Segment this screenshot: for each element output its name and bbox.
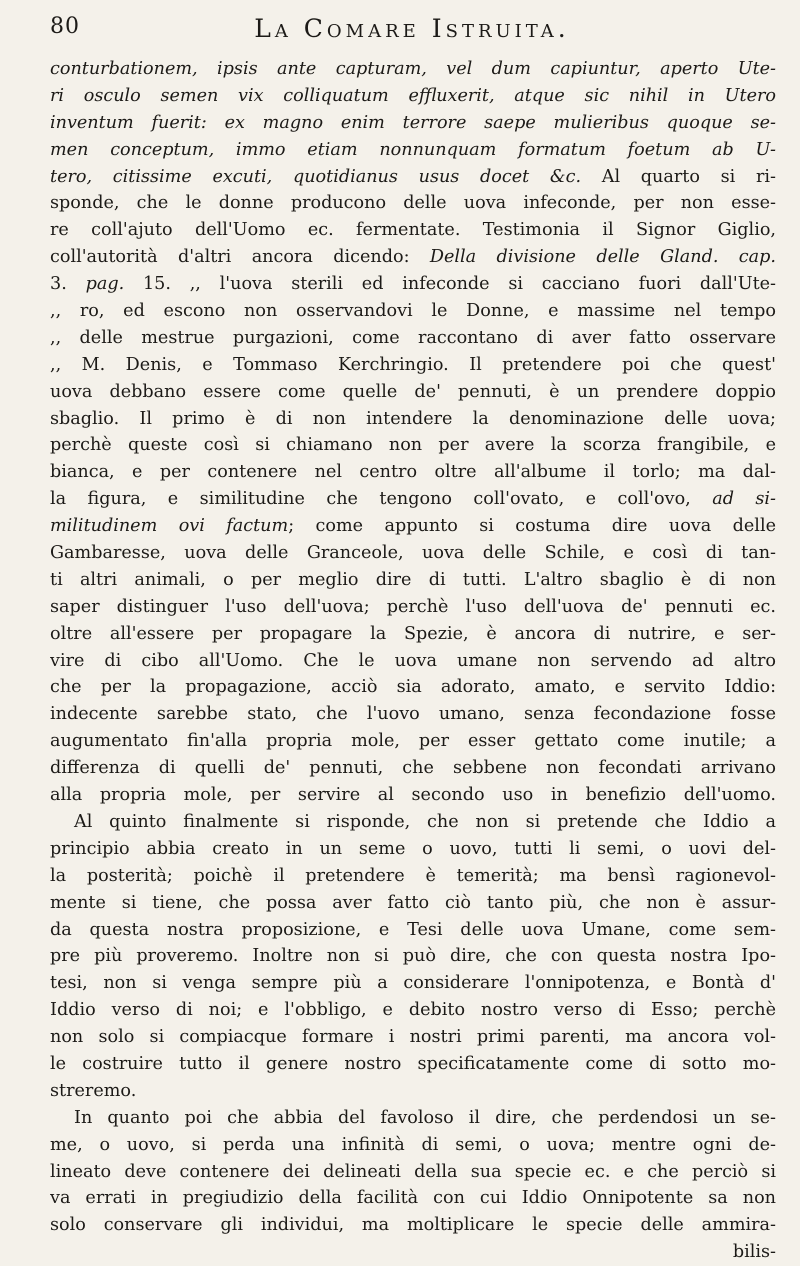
text-segment: le costruire tutto il genere nostro specificatamente come di sotto mo-	[50, 1053, 776, 1074]
text-line	[50, 56, 776, 83]
text-line	[50, 648, 776, 675]
text-segment: alla propria mole, per servire al secondo uso in benefizio dell'uomo.	[50, 785, 776, 806]
text-line	[50, 459, 776, 486]
text-segment: ,, delle mestrue purgazioni, come raccontano di aver fatto osservare	[50, 327, 776, 348]
text-segment: ; come appunto si costuma dire uova delle	[288, 516, 776, 537]
text-segment: tesi, non si venga sempre più a considerare l'onnipotenza, e Bontà d'	[50, 973, 776, 994]
text-line	[50, 1024, 776, 1051]
text-segment: principio abbia creato in un seme o uovo, tutti li semi, o uovi del-	[50, 838, 776, 859]
text-segment: uova debbano essere come quelle de' pennuti, è un prendere doppio	[50, 381, 776, 402]
text-line	[50, 1105, 776, 1132]
text-line	[50, 110, 776, 137]
italic-text: pag.	[85, 274, 125, 295]
text-segment: non solo si compiacque formare i nostri primi parenti, ma ancora vol-	[50, 1027, 776, 1048]
text-segment: indecente sarebbe stato, che l'uovo umano, senza fecondazione fosse	[50, 704, 776, 725]
text-line	[50, 621, 776, 648]
text-segment: me, o uovo, si perda una infinità di semi, o uova; mentre ogni de-	[50, 1134, 776, 1155]
text-line	[50, 486, 776, 513]
italic-text: tero, citissime excuti, quotidianus usus docet &c.	[50, 166, 582, 187]
page-number: 80	[50, 14, 80, 39]
text-segment: In quanto poi che abbia del favoloso il dire, che perdendosi un se-	[74, 1107, 776, 1128]
text-segment: ,, ro, ed escono non osservandovi le Donne, e massime nel tempo	[50, 301, 776, 322]
text-segment: lineato deve contenere dei delineati della sua specie ec. e che perciò si	[50, 1161, 776, 1182]
text-segment: la figura, e similitudine che tengono coll'ovato, e coll'ovo,	[50, 489, 713, 510]
text-segment: coll'autorità d'altri ancora dicendo:	[50, 247, 430, 268]
text-line	[50, 1051, 776, 1078]
text-segment: sponde, che le donne producono delle uova infeconde, per non esse-	[50, 193, 776, 214]
text-segment: vire di cibo all'Uomo. Che le uova umane non servendo ad altro	[50, 650, 776, 671]
text-segment: streremo.	[50, 1080, 137, 1101]
text-line	[50, 137, 776, 164]
text-line	[50, 782, 776, 809]
text-segment: saper distinguer l'uso dell'uova; perchè l'uso dell'uova de' pennuti ec.	[50, 596, 776, 617]
text-line	[50, 890, 776, 917]
text-segment: Al quarto si ri-	[581, 166, 776, 187]
running-title: La Comare Istruita.	[254, 14, 570, 43]
italic-text: ad si-	[712, 489, 776, 510]
text-line	[50, 594, 776, 621]
text-line	[50, 1212, 776, 1239]
text-line	[50, 271, 776, 298]
text-segment: da questa nostra proposizione, e Tesi delle uova Umane, come sem-	[50, 919, 776, 940]
text-line	[50, 432, 776, 459]
text-segment: Al quinto finalmente si risponde, che non si pretende che Iddio a	[74, 811, 776, 832]
text-line	[50, 513, 776, 540]
text-segment: oltre all'essere per propagare la Spezie, è ancora di nutrire, e ser-	[50, 623, 776, 644]
text-line	[50, 406, 776, 433]
text-line	[50, 997, 776, 1024]
text-line	[50, 836, 776, 863]
text-segment: che per la propagazione, acciò sia adorato, amato, e servito Iddio:	[50, 677, 776, 698]
text-line	[50, 567, 776, 594]
text-line	[50, 540, 776, 567]
text-segment: re coll'ajuto dell'Uomo ec. fermentate. Testimonia il Signor Giglio,	[50, 220, 776, 241]
text-segment: Gambaresse, uova delle Granceole, uova delle Schile, e così di tan-	[50, 543, 776, 564]
text-line	[50, 943, 776, 970]
text-line	[50, 379, 776, 406]
text-segment: va errati in pregiudizio della facilità con cui Iddio Onnipotente sa non	[50, 1188, 776, 1209]
text-line	[50, 298, 776, 325]
italic-text: Della divisione delle Gland. cap.	[429, 247, 776, 268]
text-segment: pre più proveremo. Inoltre non si può dire, che con questa nostra Ipo-	[50, 946, 776, 967]
text-segment: augumentato fin'alla propria mole, per esser gettato come inutile; a	[50, 731, 776, 752]
italic-text: men conceptum, immo etiam nonnunquam formatum foetum ab U-	[50, 139, 776, 160]
text-line	[50, 352, 776, 379]
text-segment: bilis-	[732, 1242, 776, 1263]
italic-text: conturbationem, ipsis ante capturam, vel dum capiuntur, aperto Ute-	[50, 59, 776, 79]
page-header	[50, 14, 774, 48]
italic-text: ri osculo semen vix colliquatum effluxerit, atque sic nihil in Utero	[50, 85, 776, 106]
text-segment: sbaglio. Il primo è di non intendere la denominazione delle uova;	[50, 408, 776, 429]
catchword	[50, 1239, 776, 1266]
text-line	[50, 701, 776, 728]
text-line	[50, 755, 776, 782]
text-segment: ti altri animali, o per meglio dire di tutti. L'altro sbaglio è di non	[50, 569, 776, 590]
text-line	[50, 970, 776, 997]
text-segment: 15. ,, l'uova sterili ed infeconde si cacciano fuori dall'Ute-	[124, 274, 776, 295]
text-segment: bianca, e per contenere nel centro oltre all'albume il torlo; ma dal-	[50, 462, 776, 483]
text-segment: differenza di quelli de' pennuti, che sebbene non fecondati arrivano	[50, 758, 776, 779]
text-segment: Iddio verso di noi; e l'obbligo, e debito nostro verso di Esso; perchè	[50, 1000, 776, 1021]
text-segment: solo conservare gli individui, ma moltiplicare le specie delle ammira-	[50, 1215, 776, 1236]
italic-text: inventum fuerit: ex magno enim terrore saepe mulieribus quoque se-	[50, 112, 776, 133]
text-line	[50, 325, 776, 352]
text-segment: perchè queste così si chiamano non per avere la scorza frangibile, e	[50, 435, 776, 456]
text-line	[50, 1078, 776, 1105]
text-segment: mente si tiene, che possa aver fatto ciò tanto più, che non è assur-	[50, 892, 776, 913]
text-line	[50, 190, 776, 217]
text-line	[50, 244, 776, 271]
text-line	[50, 674, 776, 701]
text-line	[50, 809, 776, 836]
text-line	[50, 83, 776, 110]
body-text	[50, 56, 776, 1266]
text-segment: 3.	[50, 274, 86, 295]
text-line	[50, 1132, 776, 1159]
text-line	[50, 164, 776, 191]
text-line	[50, 917, 776, 944]
text-line	[50, 728, 776, 755]
text-line	[50, 1159, 776, 1186]
text-line	[50, 217, 776, 244]
text-line	[50, 863, 776, 890]
text-segment: ,, M. Denis, e Tommaso Kerchringio. Il pretendere poi che quest'	[50, 354, 776, 375]
text-segment: la posterità; poichè il pretendere è temerità; ma bensì ragionevol-	[50, 865, 776, 886]
text-line	[50, 1185, 776, 1212]
italic-text: militudinem ovi factum	[50, 516, 289, 537]
